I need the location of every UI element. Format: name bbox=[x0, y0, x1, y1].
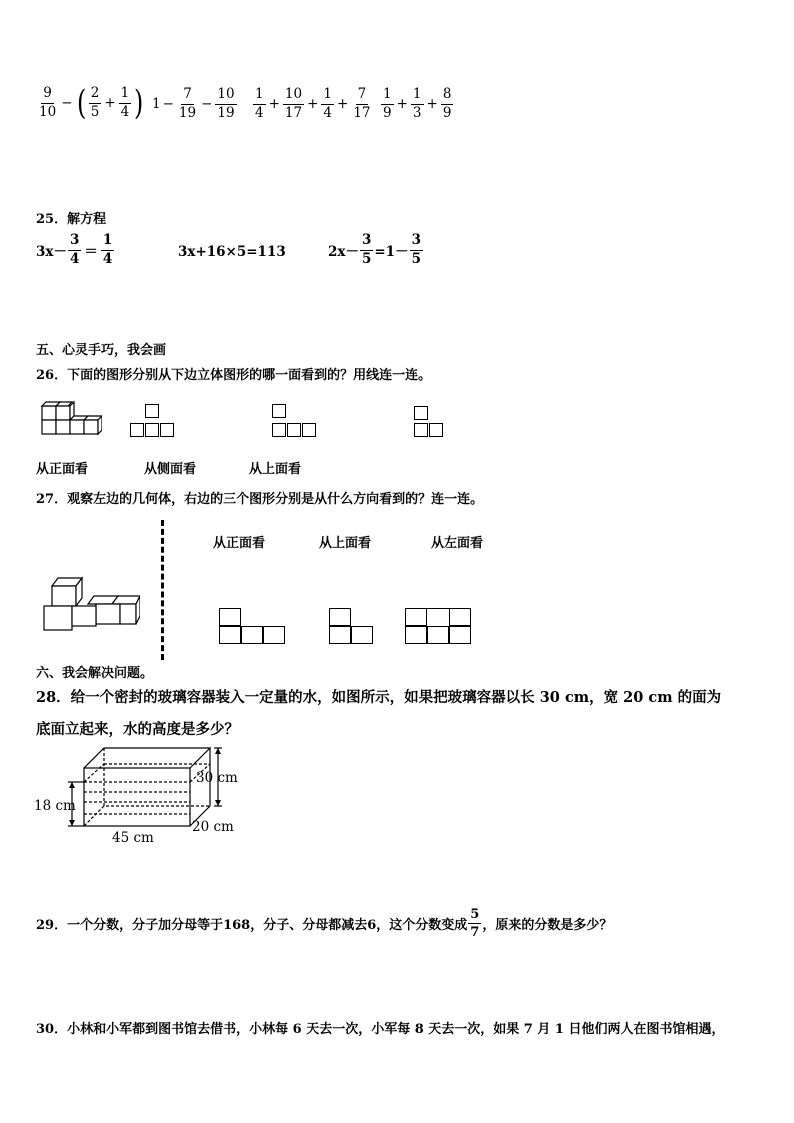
q28-line-1: 28．给一个密封的玻璃容器装入一定量的水，如图所示，如果把玻璃容器以长 30 cm，宽 20 cm 的面为 bbox=[36, 689, 722, 706]
q27-divider bbox=[161, 520, 164, 660]
q27-view-b bbox=[329, 608, 375, 648]
expression-2: 1 − $\frac{7}{19}$ − $\frac{10}{19}$ bbox=[152, 86, 235, 121]
q26-label-front: 从正面看 bbox=[36, 462, 89, 477]
expression-3: $\frac{1}{4}$ + $\frac{10}{17}$ + $\frac{1}{4}$ + $\frac{7}{17}$ bbox=[255, 86, 371, 121]
q28-height-label: 30 cm bbox=[196, 770, 238, 786]
q27-view-c bbox=[405, 608, 475, 648]
q26-title: 26．下面的图形分别从下边立体图形的哪一面看到的？用线连一连。 bbox=[36, 368, 432, 383]
q26-solid-figure bbox=[38, 396, 102, 442]
q28-line-2: 底面立起来，水的高度是多少？ bbox=[36, 721, 239, 738]
q25-title: 25．解方程 bbox=[36, 212, 107, 227]
q26-label-top: 从上面看 bbox=[249, 462, 302, 477]
section-6-heading: 六、我会解决问题。 bbox=[36, 666, 154, 681]
q27-view-a bbox=[219, 608, 289, 648]
q26-label-side: 从侧面看 bbox=[144, 462, 197, 477]
q27-label-top: 从上面看 bbox=[319, 536, 372, 551]
q28-width-label: 20 cm bbox=[192, 819, 234, 835]
q26-view-a bbox=[130, 404, 176, 438]
q27-label-front: 从正面看 bbox=[213, 536, 266, 551]
expression-1: $\frac{9}{10}$ − ( $\frac{2}{5}$ + $\frac{1}{4}$ ) bbox=[39, 83, 144, 123]
q28-water-label: 18 cm bbox=[34, 798, 76, 814]
q25-equation-3: 2x－ $\frac{3}{5}$ =1－ $\frac{3}{5}$ bbox=[328, 232, 421, 267]
q29-question: 29．一个分数，分子加分母等于168，分子、分母都减去6，这个分数变成 $\frac{5}{7}$ ，原来的分数是多少？ bbox=[36, 907, 613, 940]
q27-label-left: 从左面看 bbox=[431, 536, 484, 551]
q26-view-b bbox=[272, 404, 318, 438]
section-5-heading: 五、心灵手巧，我会画 bbox=[36, 343, 167, 358]
q28-length-label: 45 cm bbox=[112, 830, 154, 846]
q30-question: 30．小林和小军都到图书馆去借书，小林每 6 天去一次，小军每 8 天去一次，如果 7 月 1 日他们两人在图书馆相遇， bbox=[36, 1022, 725, 1037]
expression-4: $\frac{1}{9}$ + $\frac{1}{3}$ + $\frac{8}{9}$ bbox=[383, 86, 452, 121]
q25-equation-1: 3x－ $\frac{3}{4}$ ＝ $\frac{1}{4}$ bbox=[36, 232, 113, 267]
q27-title: 27．观察左边的几何体，右边的三个图形分别是从什么方向看到的？连一连。 bbox=[36, 492, 484, 507]
q26-view-c bbox=[414, 406, 446, 442]
q25-equation-2: 3x+16×5=113 bbox=[178, 244, 286, 260]
q27-solid-figure bbox=[40, 574, 140, 634]
q28-container-diagram bbox=[34, 742, 254, 848]
